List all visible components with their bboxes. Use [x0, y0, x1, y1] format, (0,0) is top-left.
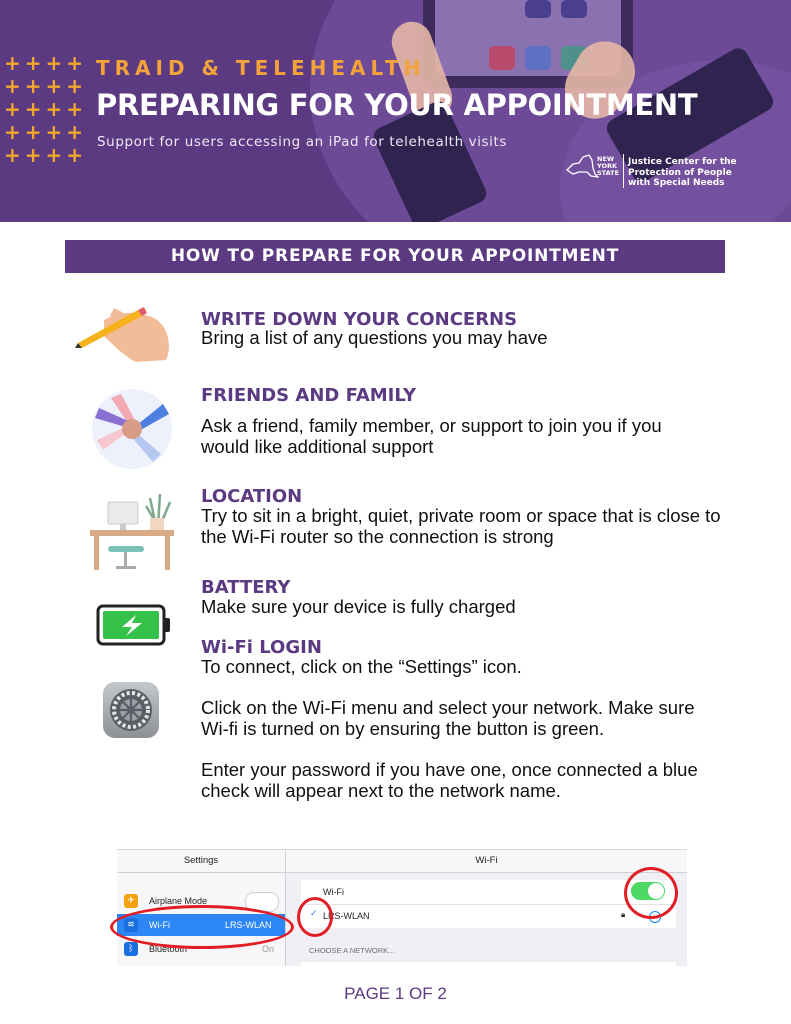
page-number: PAGE 1 OF 2 [344, 984, 447, 1003]
wifi-highlight-ring [110, 905, 294, 949]
choose-network-label: CHOOSE A NETWORK... [309, 946, 395, 955]
wifi-sidebar-label: Wi-Fi [149, 920, 170, 930]
airplane-mode-label: Airplane Mode [149, 896, 208, 906]
justice-center-wordmark: Justice Center for the Protection of People with Special Needs [628, 157, 737, 188]
kicker-text: TRAID & TELEHEALTH [96, 56, 426, 80]
item-text-wifi-3: Enter your password if you have one, once connected a blue check will appear next to the network name. [201, 759, 698, 801]
joined-hands-icon [91, 388, 173, 470]
item-heading-location: LOCATION [201, 486, 303, 507]
network-list [301, 962, 676, 966]
lock-icon: 🔒︎ [621, 910, 626, 919]
airplane-icon: ✈ [124, 894, 138, 908]
wifi-row-label: Wi-Fi [323, 887, 344, 897]
bluetooth-value: On [262, 944, 275, 954]
item-text-wifi-2: Click on the Wi-Fi menu and select your network. Make sure Wi-fi is turned on by ensuring the button is green. [201, 697, 695, 739]
item-text-battery: Make sure your device is fully charged [201, 596, 516, 617]
bluetooth-icon: ᛒ [124, 942, 138, 956]
app-tile [525, 46, 551, 70]
item-text-friends: Ask a friend, family member, or support to join you if you would like additional support [201, 415, 662, 457]
settings-gear-icon [102, 681, 160, 739]
item-heading-friends: FRIENDS AND FAMILY [201, 385, 417, 406]
item-heading-concerns: WRITE DOWN YOUR CONCERNS [201, 309, 518, 330]
wifi-sidebar-value: LRS-WLAN [225, 920, 272, 930]
logo-divider [623, 154, 624, 188]
check-highlight-ring [297, 897, 333, 937]
new-york-state-outline-icon [565, 152, 599, 180]
item-heading-battery: BATTERY [201, 577, 291, 598]
page-title: PREPARING FOR YOUR APPOINTMENT [96, 88, 698, 122]
item-text-wifi-1: To connect, click on the “Settings” icon. [201, 656, 522, 677]
connected-check-icon: ✓ [310, 909, 318, 919]
header-banner [0, 0, 791, 222]
bluetooth-label: Bluetooth [149, 944, 188, 954]
desk-icon [86, 488, 178, 572]
battery-icon [96, 604, 172, 646]
pencil-hand-icon [74, 298, 174, 368]
item-text-concerns: Bring a list of any questions you may have [201, 327, 548, 348]
nys-wordmark: NEW YORK STATE [597, 155, 620, 177]
item-heading-wifi: Wi-Fi LOGIN [201, 637, 322, 658]
wifi-icon: ≋ [124, 918, 138, 932]
item-text-location: Try to sit in a bright, quiet, private room or space that is close to the Wi-Fi router so the connection is strong [201, 505, 721, 547]
toggle-highlight-ring [624, 867, 678, 919]
page-subtitle: Support for users accessing an iPad for telehealth visits [97, 134, 508, 150]
app-tile [561, 0, 587, 18]
network-name[interactable]: LRS-WLAN [323, 911, 370, 921]
wifi-header: Wi-Fi [286, 850, 687, 873]
settings-header: Settings [117, 850, 285, 873]
app-tile [489, 46, 515, 70]
section-title-bar: HOW TO PREPARE FOR YOUR APPOINTMENT [65, 240, 725, 273]
plus-pattern: ++++ ++++ ++++ ++++ ++++ [4, 51, 88, 167]
wifi-panel [301, 880, 676, 928]
app-tile [525, 0, 551, 18]
